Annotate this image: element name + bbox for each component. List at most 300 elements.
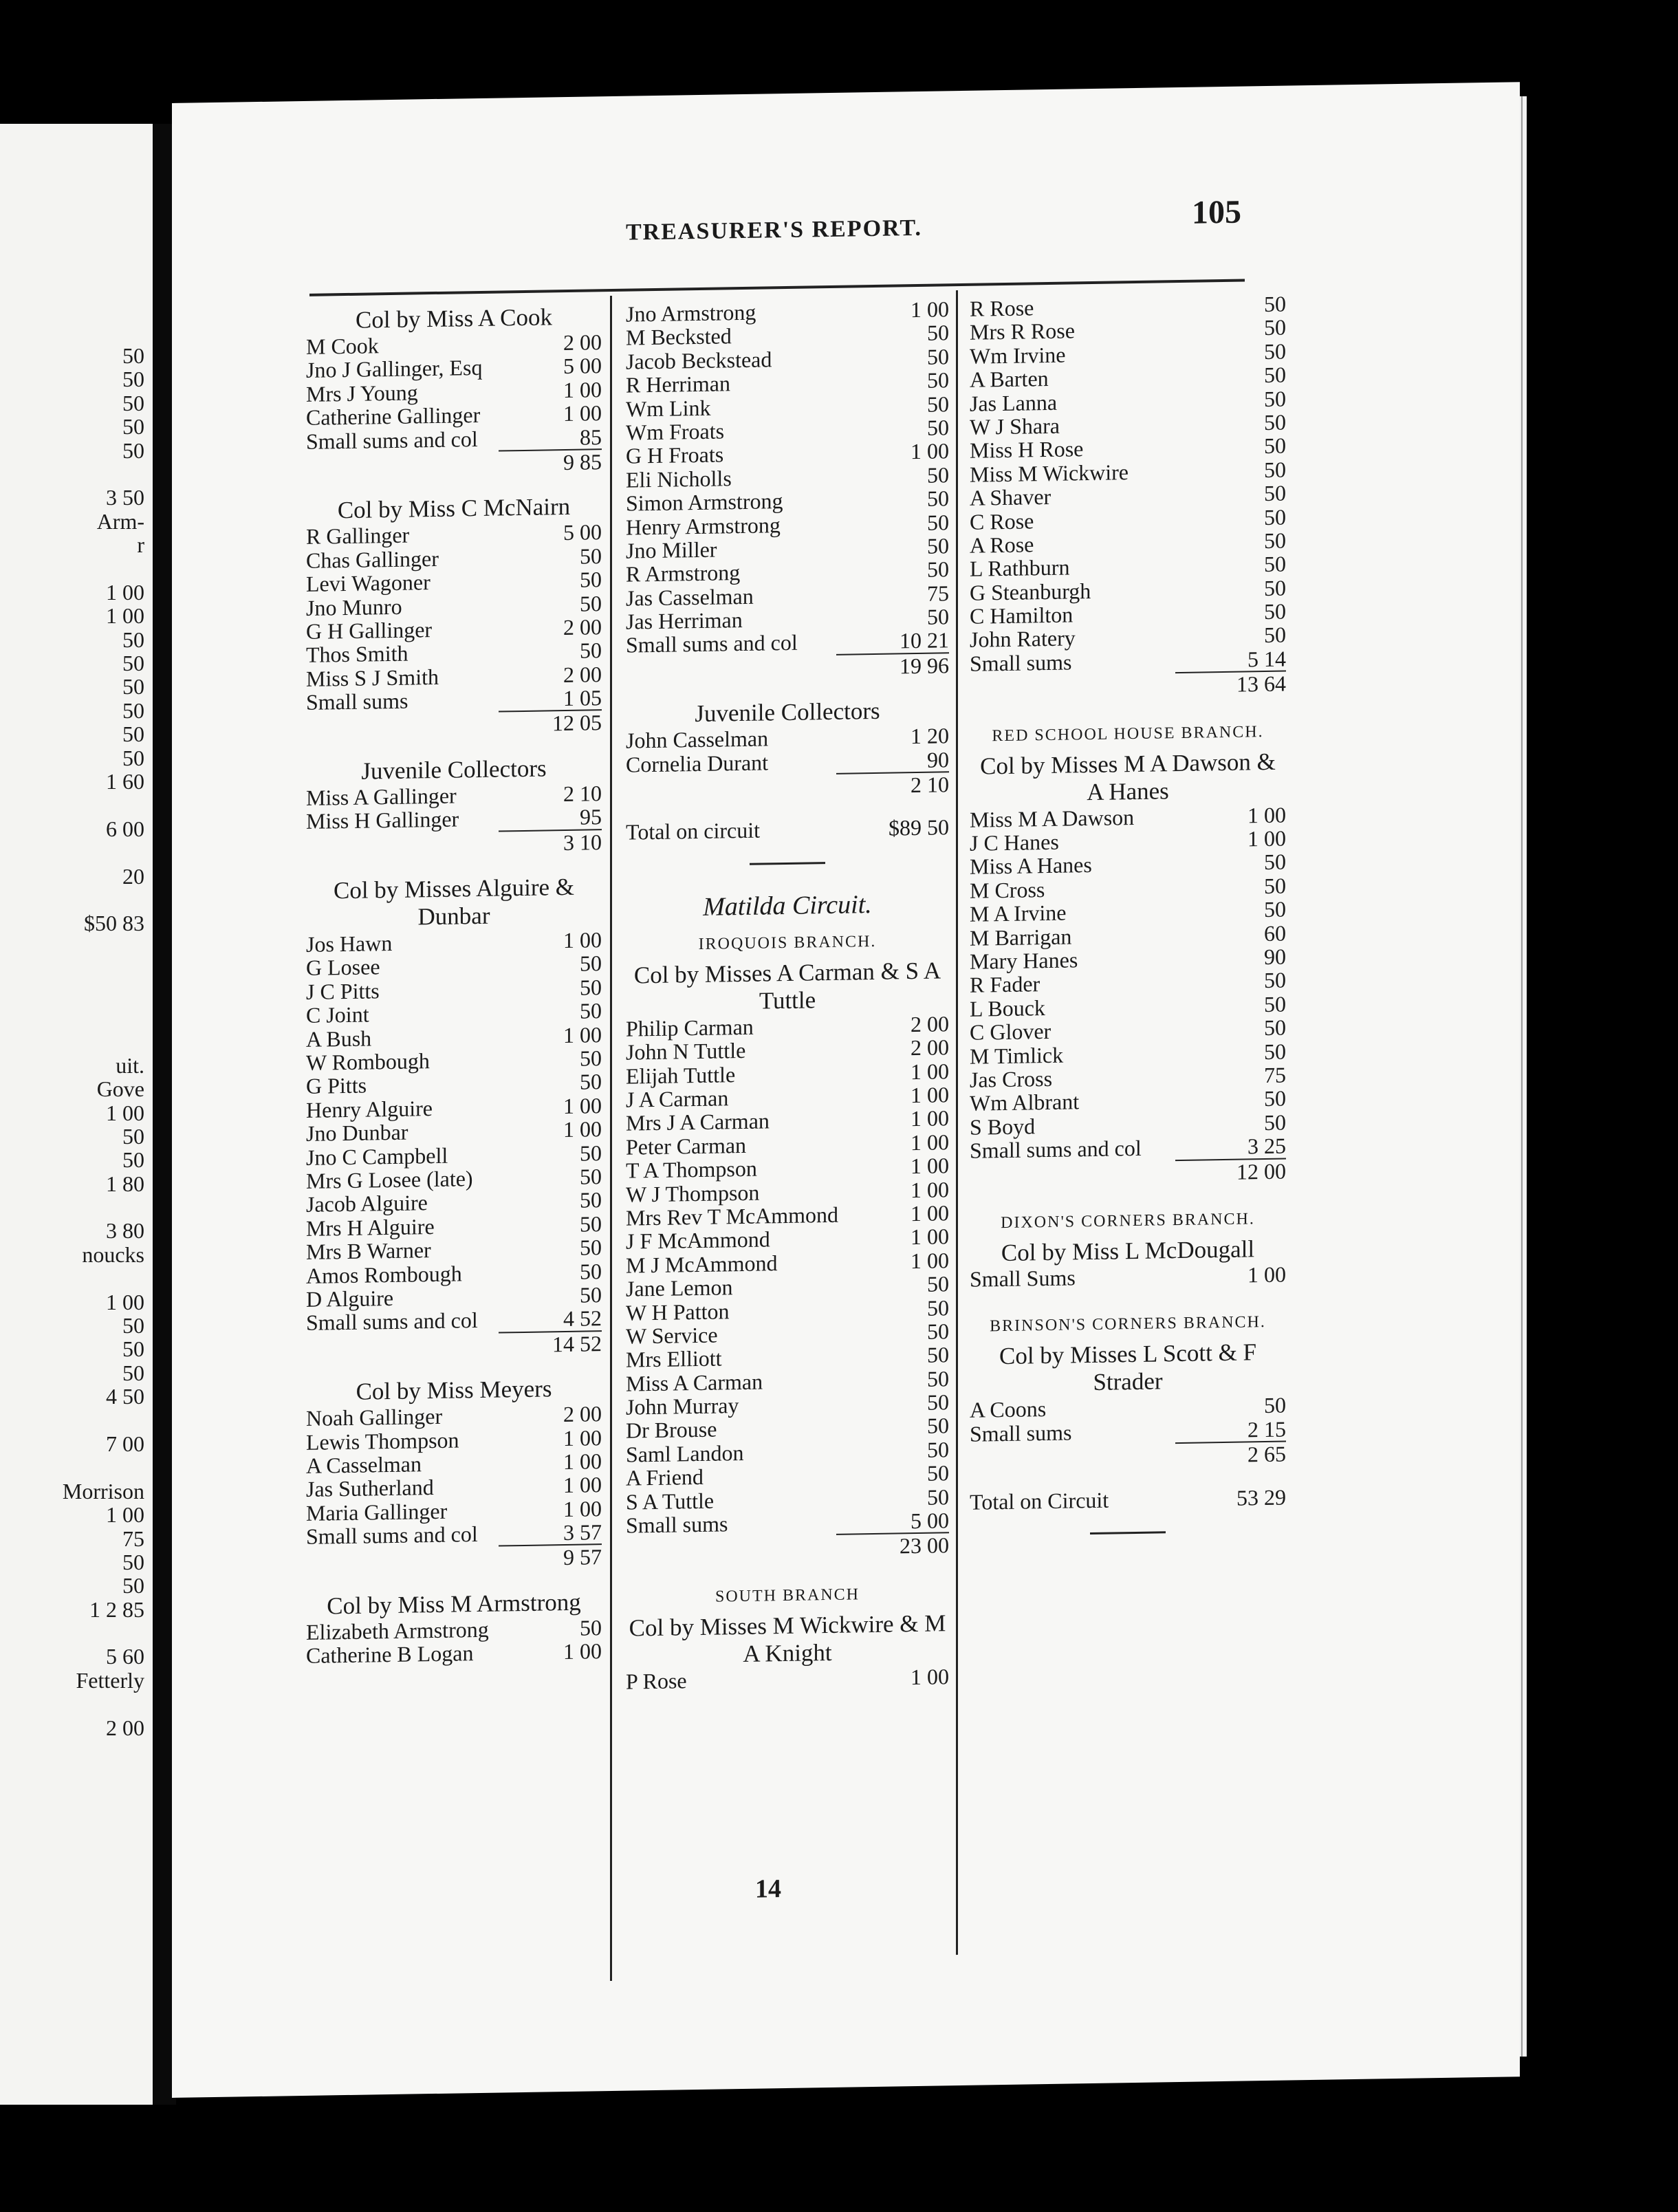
entry-name: Small Sums [970, 1265, 1076, 1292]
left-page-line [0, 1030, 144, 1053]
left-page-line: 50 [122, 1336, 144, 1362]
left-page-line: 50 [122, 343, 144, 368]
left-page-line: 50 [122, 674, 144, 700]
entry-name: Elijah Tuttle [626, 1061, 736, 1089]
header-rule [309, 279, 1245, 296]
entry-amount: 1 00 [911, 1176, 949, 1202]
left-page-line: noucks [82, 1241, 144, 1267]
entry-name: Miss S J Smith [306, 664, 439, 691]
entry-amount: 1 00 [911, 1200, 949, 1226]
entry-name: Jos Hawn [306, 931, 393, 957]
entry-name: Jas Cross [970, 1065, 1053, 1092]
entry-name: A Shaver [970, 484, 1052, 510]
left-page-line: 7 00 [106, 1431, 144, 1456]
entry-amount: 75 [1264, 1062, 1286, 1088]
entry-name: Mrs Rev T McAmmond [626, 1202, 839, 1230]
left-page-fragment [0, 124, 153, 2105]
entry-amount: 50 [1264, 480, 1286, 506]
entry-amount: 50 [1264, 622, 1286, 648]
entry-amount: 1 00 [563, 1021, 602, 1048]
entry-name: G H Gallinger [306, 616, 433, 644]
entry-amount: 50 [580, 1258, 602, 1284]
branch-heading: RED SCHOOL HOUSE BRANCH. [992, 722, 1264, 745]
entry-amount: 1 00 [911, 1058, 949, 1084]
entry-name: D Alguire [306, 1285, 394, 1312]
entry-amount: 1 00 [911, 296, 949, 323]
entry-name: C Hamilton [970, 602, 1074, 629]
branch-heading: DIXON'S CORNERS BRANCH. [1001, 1210, 1255, 1232]
column-2 [626, 297, 949, 1713]
collector-heading: Col by Miss C McNairn [337, 493, 571, 524]
signature-mark: 14 [755, 1874, 781, 1904]
subtotal-amount: 9 57 [563, 1544, 602, 1570]
entry-name: Mary Hanes [970, 947, 1078, 974]
left-page-line [0, 557, 144, 581]
entry-amount: 50 [927, 462, 949, 488]
entry-amount: 50 [1264, 1109, 1286, 1135]
entry-amount: 50 [927, 1342, 949, 1368]
entry-name: Wm Irvine [970, 342, 1066, 369]
entry-name: J C Pitts [306, 978, 380, 1004]
left-page-line: Gove [96, 1076, 144, 1102]
entry-name: Thos Smith [306, 640, 408, 668]
entry-amount: 50 [1264, 598, 1286, 625]
entry-amount: 50 [580, 543, 602, 569]
collector-heading: Col by Misses Alguire & Dunbar [333, 873, 575, 931]
collector-heading: Col by Miss Meyers [356, 1375, 552, 1405]
entry-amount: 2 00 [911, 1034, 949, 1061]
entry-name: A Rose [970, 532, 1034, 558]
entry-name: R Gallinger [306, 522, 410, 550]
entry-name: Small sums [970, 649, 1072, 676]
entry-name: Noah Gallinger [306, 1403, 443, 1431]
circuit-total-label: Total on Circuit [970, 1487, 1109, 1515]
collector-heading: Col by Misses M A Dawson & A Hanes [980, 748, 1276, 805]
entry-amount: 50 [1264, 433, 1286, 459]
entry-name: C Glover [970, 1019, 1052, 1045]
entry-amount: 50 [1264, 967, 1286, 993]
entry-amount: 50 [1264, 551, 1286, 577]
entry-amount: 50 [927, 1437, 949, 1462]
entry-amount: 50 [580, 590, 602, 616]
entry-amount: 1 00 [563, 1495, 602, 1521]
left-page-line [0, 841, 144, 864]
entry-name: Miss H Rose [970, 436, 1084, 464]
entry-amount: 50 [580, 1140, 602, 1166]
entry-name: M Barrigan [970, 924, 1072, 951]
left-page-line: 1 00 [106, 603, 144, 629]
entry-amount: 50 [1264, 386, 1286, 411]
entry-name: J C Hanes [970, 829, 1059, 856]
left-page-line: 3 50 [106, 485, 144, 510]
entry-name: M Becksted [626, 323, 732, 351]
left-page-line: 6 00 [106, 816, 144, 841]
entry-name: Philip Carman [626, 1014, 754, 1041]
entry-amount: 1 00 [911, 438, 949, 464]
entry-amount: 85 [580, 424, 602, 450]
entry-amount: 1 00 [911, 1082, 949, 1108]
entry-amount: 1 00 [911, 1129, 949, 1155]
subtotal-amount: 2 10 [911, 772, 949, 798]
left-page-line: Arm- [96, 508, 144, 534]
entry-name: L Rathburn [970, 554, 1070, 582]
left-page-line: 1 80 [106, 1171, 144, 1196]
circuit-total-amount: 53 29 [1236, 1484, 1286, 1510]
left-page-line [0, 888, 144, 911]
entry-row [970, 1134, 1286, 1163]
entry-name: Miss H Gallinger [306, 806, 459, 834]
entry-amount: 50 [1264, 504, 1286, 530]
entry-amount: 1 00 [563, 927, 602, 953]
collector-heading: Juvenile Collectors [695, 697, 880, 728]
entry-name: Cornelia Durant [626, 750, 769, 777]
entry-name: Lewis Thompson [306, 1427, 459, 1455]
branch-heading: BRINSON'S CORNERS BRANCH. [990, 1313, 1266, 1336]
entry-amount: 3 57 [563, 1519, 602, 1546]
entry-name: M Timlick [970, 1042, 1064, 1069]
entry-amount: 50 [927, 1389, 949, 1415]
left-page-line [0, 1692, 144, 1715]
left-page-line: 1 00 [106, 1502, 144, 1528]
entry-row [306, 1639, 602, 1667]
subtotal-amount: 2 65 [1247, 1441, 1286, 1467]
entry-name: Catherine B Logan [306, 1640, 474, 1669]
entry-name: A Friend [626, 1464, 704, 1490]
left-page-line [0, 793, 144, 816]
entry-amount: 4 52 [563, 1305, 602, 1332]
entry-name: J A Carman [626, 1085, 729, 1112]
entry-amount: 50 [927, 415, 949, 440]
entry-name: Jacob Alguire [306, 1190, 428, 1217]
entry-name: Jas Lanna [970, 389, 1058, 416]
entry-row [306, 686, 602, 714]
entry-name: A Coons [970, 1396, 1047, 1423]
entry-amount: 50 [1264, 314, 1286, 340]
entry-name: R Armstrong [626, 560, 741, 587]
page-number: 105 [1192, 193, 1241, 231]
left-page-line: Fetterly [76, 1667, 144, 1693]
subtotal-amount: 12 05 [552, 710, 602, 736]
entry-amount: 50 [1264, 1039, 1286, 1064]
entry-name: Mrs G Losee (late) [306, 1166, 473, 1193]
entry-row [970, 1262, 1286, 1291]
entry-amount: 1 00 [1247, 802, 1286, 828]
entry-amount: 1 00 [563, 1638, 602, 1665]
entry-name: Eli Nicholls [626, 465, 732, 492]
entry-row [626, 629, 949, 658]
subtotal [499, 1544, 602, 1571]
left-page-line: 50 [122, 651, 144, 676]
entry-name: M A Irvine [970, 900, 1067, 926]
entry-amount: 50 [1264, 338, 1286, 364]
subtotal [1175, 1441, 1286, 1468]
entry-amount: 2 00 [563, 614, 602, 640]
section-divider [1090, 1531, 1166, 1535]
entry-amount: 1 00 [911, 1153, 949, 1179]
entry-name: Miss M A Dawson [970, 804, 1135, 832]
entry-name: G Steanburgh [970, 578, 1091, 605]
collector-heading: Col by Misses M Wickwire & M A Knight [629, 1609, 946, 1667]
entry-name: Small sums and col [306, 1521, 478, 1550]
entry-name: Wm Link [626, 395, 711, 422]
entry-name: A Barten [970, 366, 1049, 392]
entry-amount: 2 00 [563, 661, 602, 687]
entry-name: S A Tuttle [626, 1488, 715, 1515]
entry-name: Jno J Gallinger, Esq [306, 355, 483, 383]
entry-amount: 60 [1264, 920, 1286, 946]
entry-amount: 50 [927, 320, 949, 346]
entry-name: Jane Lemon [626, 1275, 733, 1301]
entry-name: Dr Brouse [626, 1417, 717, 1444]
left-page-line: $50 83 [84, 911, 144, 936]
section-divider [750, 862, 825, 865]
entry-row [306, 425, 602, 453]
entry-name: Jas Herriman [626, 607, 743, 634]
entry-amount: 1 00 [911, 1224, 949, 1250]
left-page-line: r [137, 532, 144, 558]
entry-row [970, 647, 1286, 675]
subtotal-amount: 23 00 [900, 1532, 949, 1559]
entry-name: C Rose [970, 508, 1034, 534]
subtotal-amount: 12 00 [1236, 1158, 1286, 1184]
entry-name: Small sums [306, 688, 408, 715]
entry-name: John N Tuttle [626, 1038, 746, 1065]
entry-name: L Bouck [970, 995, 1045, 1021]
entry-name: Maria Gallinger [306, 1498, 448, 1526]
entry-amount: 50 [927, 1365, 949, 1391]
entry-amount: 90 [927, 746, 949, 772]
entry-row [306, 1520, 602, 1548]
entry-amount: 1 00 [563, 1449, 602, 1474]
subtotal [836, 652, 950, 679]
entry-amount: 1 00 [563, 1116, 602, 1142]
entry-amount: 50 [1264, 1392, 1286, 1418]
entry-name: Henry Armstrong [626, 512, 781, 540]
entry-amount: 50 [927, 533, 949, 559]
entry-row [970, 1417, 1286, 1446]
entry-name: John Ratery [970, 625, 1076, 653]
entry-amount: 50 [580, 1045, 602, 1071]
entry-amount: 50 [580, 951, 602, 977]
left-page-line [0, 935, 144, 959]
collector-heading: Col by Miss A Cook [356, 303, 552, 334]
entry-name: R Fader [970, 971, 1040, 998]
left-page-line: 50 [122, 627, 144, 652]
entry-amount: 5 00 [563, 353, 602, 379]
entry-amount: 50 [580, 567, 602, 592]
entry-name: Miss A Gallinger [306, 783, 457, 810]
left-page-line: 50 [122, 1147, 144, 1173]
subtotal-amount: 3 10 [563, 829, 602, 855]
subtotal-amount: 19 96 [900, 653, 949, 679]
entry-name: Catherine Gallinger [306, 402, 481, 431]
entry-name: M J McAmmond [626, 1250, 778, 1278]
subtotal [499, 1330, 602, 1357]
entry-name: John Murray [626, 1393, 739, 1420]
entry-name: G Losee [306, 954, 380, 981]
entry-amount: 1 05 [563, 685, 602, 711]
entry-name: Mrs H Alguire [306, 1213, 435, 1241]
entry-name: M Cook [306, 333, 379, 359]
entry-amount: 2 10 [563, 781, 602, 806]
subtotal-amount: 14 52 [552, 1330, 602, 1357]
entry-amount: 5 14 [1247, 646, 1286, 672]
entry-amount: 50 [580, 1615, 602, 1640]
left-page-line: 1 00 [106, 579, 144, 605]
subtotal [499, 710, 602, 737]
entry-name: Levi Wagoner [306, 570, 431, 597]
entry-amount: 50 [1264, 1015, 1286, 1041]
entry-name: Small sums and col [306, 426, 478, 454]
entry-name: W H Patton [626, 1298, 730, 1325]
entry-row [306, 805, 602, 833]
entry-amount: 50 [1264, 1085, 1286, 1112]
subtotal-amount: 13 64 [1236, 671, 1286, 697]
entry-name: Mrs Elliott [626, 1345, 722, 1372]
left-page-line [0, 959, 144, 982]
entry-name: Jas Casselman [626, 583, 754, 611]
entry-amount: 3 25 [1247, 1133, 1286, 1159]
entry-name: Mrs R Rose [970, 318, 1075, 345]
entry-amount: 50 [1264, 873, 1286, 898]
entry-amount: 50 [927, 391, 949, 417]
entry-amount: 50 [1264, 991, 1286, 1017]
left-page-line: 3 80 [106, 1218, 144, 1244]
subtotal [1175, 671, 1286, 697]
entry-amount: 1 00 [911, 1105, 949, 1131]
column-rule-1 [610, 296, 612, 1981]
entry-amount: 50 [927, 1413, 949, 1439]
entry-amount: 75 [927, 580, 949, 606]
left-page-line: 50 [122, 367, 144, 392]
entry-amount: 50 [580, 1282, 602, 1308]
entry-amount: 50 [580, 1235, 602, 1260]
entry-name: G H Froats [626, 442, 724, 468]
entry-name: Small sums and col [306, 1308, 478, 1336]
column-3 [970, 292, 1286, 1557]
entry-amount: 5 00 [911, 1508, 949, 1534]
entry-name: Jno Munro [306, 594, 402, 620]
left-page-line: 50 [122, 697, 144, 723]
entry-name: Mrs J Young [306, 380, 418, 406]
column-1 [306, 303, 602, 1687]
entry-name: S Boyd [970, 1114, 1036, 1140]
left-page-line [0, 1409, 144, 1432]
collector-heading: Col by Misses L Scott & F Strader [999, 1338, 1257, 1396]
entry-name: Peter Carman [626, 1132, 747, 1160]
entry-amount: 50 [927, 1460, 949, 1486]
entry-name: Amos Rombough [306, 1260, 462, 1288]
entry-name: Jno Miller [626, 536, 717, 563]
entry-name: Saml Landon [626, 1440, 744, 1467]
left-page-line: Morrison [62, 1478, 144, 1504]
collector-heading: Col by Miss L McDougall [1001, 1235, 1255, 1266]
entry-amount: 2 00 [563, 329, 602, 356]
entry-amount: 50 [1264, 575, 1286, 600]
entry-amount: 50 [580, 1187, 602, 1213]
left-page-line: 50 [122, 1123, 144, 1149]
entry-amount: 50 [927, 604, 949, 629]
left-page-line: 1 00 [106, 1100, 144, 1125]
entry-name: Jno C Campbell [306, 1142, 448, 1170]
left-page-line [0, 1266, 144, 1290]
circuit-title: Matilda Circuit. [703, 889, 872, 922]
entry-amount: 50 [580, 998, 602, 1023]
entry-amount: 50 [580, 1164, 602, 1189]
entry-name: Small sums [626, 1511, 728, 1538]
entry-name: J F McAmmond [626, 1226, 770, 1254]
left-page-line: 50 [122, 1360, 144, 1385]
subtotal-amount: 9 85 [563, 449, 602, 475]
left-page-line: 50 [122, 1573, 144, 1598]
left-page-line [0, 1455, 144, 1479]
entry-amount: 1 00 [563, 1472, 602, 1498]
subtotal [499, 448, 602, 475]
entry-amount: 50 [927, 556, 949, 583]
entry-amount: 10 21 [900, 627, 949, 653]
entry-amount: 50 [927, 1294, 949, 1321]
entry-name: Simon Armstrong [626, 488, 783, 516]
entry-name: Small sums and col [970, 1135, 1142, 1163]
entry-amount: 1 00 [1247, 825, 1286, 852]
entry-name: A Casselman [306, 1451, 422, 1478]
entry-amount: 50 [1264, 457, 1286, 482]
left-page-line: 2 00 [106, 1715, 144, 1740]
entry-amount: 50 [927, 1484, 949, 1510]
entry-amount: 50 [927, 1319, 949, 1344]
entry-row [306, 1307, 602, 1335]
left-page-line [0, 462, 144, 486]
left-page-line: 4 50 [106, 1384, 144, 1409]
entry-amount: 50 [927, 344, 949, 369]
entry-amount: 50 [1264, 849, 1286, 875]
entry-amount: 50 [1264, 291, 1286, 317]
entry-name: Jas Sutherland [306, 1475, 434, 1502]
entry-name: Mrs B Warner [306, 1237, 431, 1265]
circuit-total-amount: $89 50 [889, 814, 949, 841]
entry-name: R Rose [970, 295, 1034, 321]
entry-amount: 1 20 [911, 723, 949, 749]
entry-name: John Casselman [626, 726, 769, 753]
entry-name: Jno Armstrong [626, 299, 756, 327]
page [172, 82, 1520, 2098]
left-page-line: 75 [122, 1526, 144, 1551]
entry-name: Wm Albrant [970, 1089, 1080, 1116]
entry-amount: 50 [580, 975, 602, 1000]
entry-name: Miss M Wickwire [970, 459, 1129, 487]
entry-name: W Rombough [306, 1048, 430, 1075]
entry-amount: 50 [1264, 528, 1286, 553]
left-page-line: 50 [122, 745, 144, 770]
entry-amount: 50 [1264, 409, 1286, 435]
entry-amount: 50 [927, 1271, 949, 1297]
collector-heading: Col by Miss M Armstrong [327, 1588, 581, 1620]
entry-amount: 50 [927, 367, 949, 393]
entry-name: T A Thompson [626, 1156, 757, 1183]
left-page-line: 50 [122, 390, 144, 415]
left-page-line: 20 [122, 863, 144, 889]
left-page-line: 50 [122, 1313, 144, 1338]
entry-name: Henry Alguire [306, 1095, 433, 1123]
entry-amount: 50 [1264, 896, 1286, 922]
entry-name: Small sums [970, 1420, 1072, 1446]
entry-name: Small sums and col [626, 630, 798, 658]
collector-heading: Col by Misses A Carman & S A Tuttle [633, 957, 941, 1015]
entry-amount: 1 00 [911, 1664, 949, 1689]
entry-amount: 95 [580, 804, 602, 830]
entry-amount: 1 00 [563, 376, 602, 402]
entry-amount: 5 00 [563, 519, 602, 545]
